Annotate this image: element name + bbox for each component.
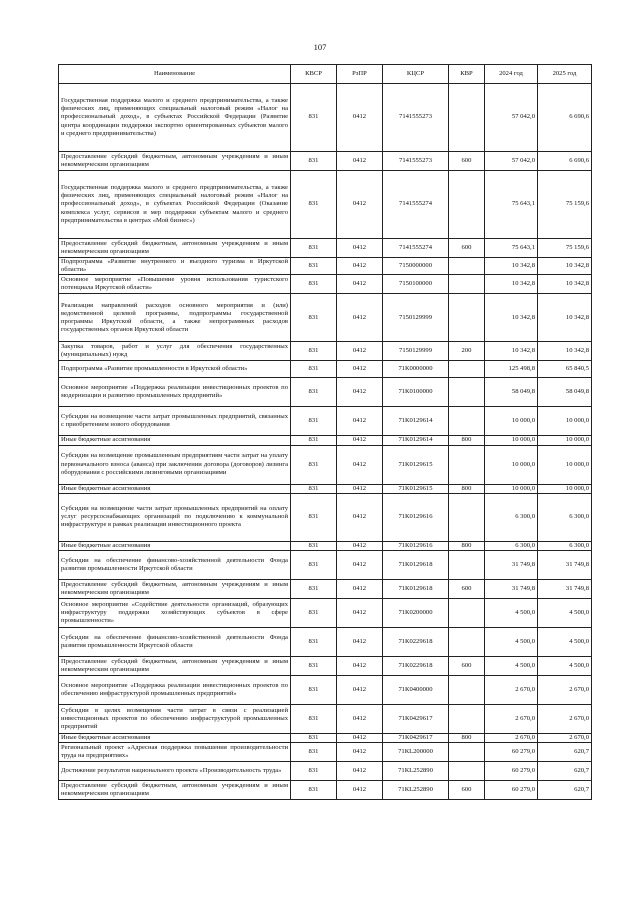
cell-y2024: 10 000,0 — [485, 484, 538, 493]
table-row — [59, 743, 592, 762]
cell-name: Субсидии на обеспечение финансово-хозяйственной деятельности Фонда развития промышленности Иркутской области — [59, 551, 291, 580]
cell-y2024: 4 500,0 — [485, 657, 538, 676]
cell-name: Предоставление субсидий бюджетным, автономным учреждениям и иным некоммерческим организациям — [59, 781, 291, 800]
cell-y2024: 2 670,0 — [485, 734, 538, 743]
cell-kvr — [449, 743, 485, 762]
cell-kcsr: 71К0129615 — [383, 484, 449, 493]
cell-y2024: 2 670,0 — [485, 676, 538, 705]
cell-y2025: 58 049,8 — [538, 378, 592, 407]
cell-rzpr: 0412 — [337, 734, 383, 743]
cell-kvr — [449, 275, 485, 294]
cell-y2024: 4 500,0 — [485, 628, 538, 657]
cell-kcsr: 71К0229618 — [383, 657, 449, 676]
cell-kcsr: 7150129999 — [383, 342, 449, 361]
cell-y2024: 10 000,0 — [485, 436, 538, 445]
cell-name: Иные бюджетные ассигнования — [59, 436, 291, 445]
table-row — [59, 705, 592, 734]
cell-name: Предоставление субсидий бюджетным, автономным учреждениям и иным некоммерческим организациям — [59, 239, 291, 258]
cell-kvr — [449, 628, 485, 657]
cell-kcsr: 71КL200000 — [383, 743, 449, 762]
table-row — [59, 628, 592, 657]
cell-y2025: 10 000,0 — [538, 407, 592, 436]
cell-kvr — [449, 705, 485, 734]
cell-kcsr: 71КL252890 — [383, 762, 449, 781]
cell-rzpr: 0412 — [337, 361, 383, 378]
cell-y2025: 10 342,8 — [538, 294, 592, 342]
cell-kcsr: 71К0129616 — [383, 493, 449, 541]
cell-kvr — [449, 762, 485, 781]
header-2024: 2024 год — [485, 65, 538, 84]
cell-kvsr: 831 — [291, 484, 337, 493]
cell-name: Основное мероприятие «Поддержка реализации инвестиционных проектов по обеспечению инфраструктурой промышленных предприятий» — [59, 676, 291, 705]
cell-rzpr: 0412 — [337, 171, 383, 239]
table-row — [59, 436, 592, 445]
cell-y2025: 31 749,8 — [538, 551, 592, 580]
cell-name: Иные бюджетные ассигнования — [59, 734, 291, 743]
cell-kvr: 600 — [449, 580, 485, 599]
cell-y2024: 58 049,8 — [485, 378, 538, 407]
cell-name: Субсидии на возмещение промышленным предприятиям части затрат на уплату первоначального взноса (аванса) при заключении договора (договоров) лизинга оборудования с российскими лизинговыми организациями — [59, 445, 291, 484]
cell-kvr: 200 — [449, 342, 485, 361]
cell-kvsr: 831 — [291, 258, 337, 275]
cell-name: Государственная поддержка малого и среднего предпринимательства, а также физических лиц, применяющих специальный налоговый режим «Налог на профессиональный доход», в субъектах Российской Федерации (Развитие центра координации поддержки экспортно ориентированных субъектов малого и среднего предпринимательства) — [59, 84, 291, 152]
cell-rzpr: 0412 — [337, 599, 383, 628]
table-row — [59, 551, 592, 580]
cell-name: Закупка товаров, работ и услуг для обеспечения государственных (муниципальных) нужд — [59, 342, 291, 361]
cell-y2024: 75 643,1 — [485, 171, 538, 239]
cell-kvr — [449, 378, 485, 407]
table-row — [59, 657, 592, 676]
cell-kcsr: 71К0400000 — [383, 676, 449, 705]
cell-rzpr: 0412 — [337, 762, 383, 781]
cell-y2025: 4 500,0 — [538, 657, 592, 676]
cell-rzpr: 0412 — [337, 258, 383, 275]
table-row — [59, 734, 592, 743]
cell-kvsr: 831 — [291, 541, 337, 550]
table-row — [59, 484, 592, 493]
cell-y2025: 4 500,0 — [538, 628, 592, 657]
cell-y2024: 10 000,0 — [485, 445, 538, 484]
cell-kcsr: 71К0129618 — [383, 580, 449, 599]
cell-rzpr: 0412 — [337, 294, 383, 342]
cell-rzpr: 0412 — [337, 152, 383, 171]
cell-kvr — [449, 551, 485, 580]
cell-name: Предоставление субсидий бюджетным, автономным учреждениям и иным некоммерческим организациям — [59, 152, 291, 171]
table-row — [59, 580, 592, 599]
cell-y2024: 4 500,0 — [485, 599, 538, 628]
table-row — [59, 541, 592, 550]
cell-name: Основное мероприятие «Поддержка реализации инвестиционных проектов по модернизации и развитию промышленных предприятий» — [59, 378, 291, 407]
table-row — [59, 275, 592, 294]
cell-rzpr: 0412 — [337, 239, 383, 258]
cell-name: Основное мероприятие «Повышение уровня использования туристского потенциала Иркутской области» — [59, 275, 291, 294]
cell-y2024: 60 279,0 — [485, 781, 538, 800]
cell-kvsr: 831 — [291, 580, 337, 599]
cell-kcsr: 7141555273 — [383, 152, 449, 171]
cell-kcsr: 71К0100000 — [383, 378, 449, 407]
header-kcsr: КЦСР — [383, 65, 449, 84]
table-row — [59, 171, 592, 239]
cell-rzpr: 0412 — [337, 493, 383, 541]
cell-kcsr: 7150000000 — [383, 258, 449, 275]
cell-kcsr: 7141555274 — [383, 171, 449, 239]
cell-y2024: 57 042,0 — [485, 84, 538, 152]
cell-name: Субсидии на обеспечение финансово-хозяйственной деятельности Фонда развития промышленности Иркутской области — [59, 628, 291, 657]
cell-y2025: 75 159,6 — [538, 171, 592, 239]
cell-kvsr: 831 — [291, 239, 337, 258]
table-row — [59, 445, 592, 484]
cell-y2024: 31 749,8 — [485, 580, 538, 599]
cell-kvsr: 831 — [291, 657, 337, 676]
cell-y2024: 60 279,0 — [485, 762, 538, 781]
cell-kcsr: 7150129999 — [383, 294, 449, 342]
table-row — [59, 84, 592, 152]
cell-kvsr: 831 — [291, 294, 337, 342]
cell-rzpr: 0412 — [337, 743, 383, 762]
cell-y2024: 6 300,0 — [485, 541, 538, 550]
cell-kvsr: 831 — [291, 493, 337, 541]
cell-kvr — [449, 171, 485, 239]
table-row — [59, 378, 592, 407]
cell-kcsr: 71К0129614 — [383, 407, 449, 436]
cell-name: Предоставление субсидий бюджетным, автономным учреждениям и иным некоммерческим организациям — [59, 580, 291, 599]
table-row — [59, 781, 592, 800]
cell-kvsr: 831 — [291, 781, 337, 800]
cell-rzpr: 0412 — [337, 676, 383, 705]
cell-y2025: 10 000,0 — [538, 436, 592, 445]
table-row — [59, 294, 592, 342]
cell-name: Подпрограмма «Развитие внутреннего и въездного туризма в Иркутской области» — [59, 258, 291, 275]
cell-kvsr: 831 — [291, 436, 337, 445]
cell-kcsr: 71К0129614 — [383, 436, 449, 445]
cell-kcsr: 71К0429617 — [383, 734, 449, 743]
header-rzpr: РзПР — [337, 65, 383, 84]
cell-y2024: 6 300,0 — [485, 493, 538, 541]
cell-y2024: 10 342,8 — [485, 294, 538, 342]
cell-y2025: 6 690,6 — [538, 84, 592, 152]
cell-kvsr: 831 — [291, 551, 337, 580]
cell-name: Реализация направлений расходов основного мероприятия и (или) ведомственной целевой программы, подпрограммы государственной программы Иркутской области, а также непрограммных расходов государственных органов Иркутской области — [59, 294, 291, 342]
cell-rzpr: 0412 — [337, 84, 383, 152]
cell-kvr: 600 — [449, 657, 485, 676]
cell-rzpr: 0412 — [337, 445, 383, 484]
cell-y2025: 620,7 — [538, 743, 592, 762]
cell-y2025: 10 000,0 — [538, 445, 592, 484]
cell-y2024: 75 643,1 — [485, 239, 538, 258]
cell-y2025: 75 159,6 — [538, 239, 592, 258]
cell-rzpr: 0412 — [337, 275, 383, 294]
cell-name: Иные бюджетные ассигнования — [59, 484, 291, 493]
table-header-row — [59, 65, 592, 84]
cell-kvr: 600 — [449, 152, 485, 171]
cell-y2024: 57 042,0 — [485, 152, 538, 171]
cell-kcsr: 71КL252890 — [383, 781, 449, 800]
cell-y2024: 31 749,8 — [485, 551, 538, 580]
cell-name: Предоставление субсидий бюджетным, автономным учреждениям и иным некоммерческим организациям — [59, 657, 291, 676]
header-kvr: КВР — [449, 65, 485, 84]
cell-kvsr: 831 — [291, 599, 337, 628]
cell-y2025: 6 300,0 — [538, 493, 592, 541]
table-row — [59, 407, 592, 436]
cell-rzpr: 0412 — [337, 436, 383, 445]
cell-name: Подпрограмма «Развитие промышленности в Иркутской области» — [59, 361, 291, 378]
cell-y2024: 10 000,0 — [485, 407, 538, 436]
cell-kcsr: 7141555274 — [383, 239, 449, 258]
cell-kvr — [449, 445, 485, 484]
cell-y2024: 10 342,8 — [485, 275, 538, 294]
cell-kvsr: 831 — [291, 445, 337, 484]
cell-y2025: 10 342,8 — [538, 342, 592, 361]
cell-y2025: 10 000,0 — [538, 484, 592, 493]
table-row — [59, 152, 592, 171]
table-row — [59, 762, 592, 781]
cell-kvr: 600 — [449, 781, 485, 800]
cell-kcsr: 7150100000 — [383, 275, 449, 294]
cell-kvr: 800 — [449, 734, 485, 743]
cell-kvr — [449, 407, 485, 436]
cell-y2025: 65 840,5 — [538, 361, 592, 378]
cell-kvsr: 831 — [291, 378, 337, 407]
cell-rzpr: 0412 — [337, 484, 383, 493]
table-row — [59, 239, 592, 258]
cell-rzpr: 0412 — [337, 342, 383, 361]
cell-kvsr: 831 — [291, 361, 337, 378]
cell-kvr — [449, 676, 485, 705]
cell-y2024: 60 279,0 — [485, 743, 538, 762]
cell-name: Субсидии на возмещение части затрат промышленных предприятий, связанных с приобретением нового оборудования — [59, 407, 291, 436]
cell-kvsr: 831 — [291, 171, 337, 239]
cell-kvsr: 831 — [291, 743, 337, 762]
cell-kvr — [449, 84, 485, 152]
cell-kcsr: 71К0429617 — [383, 705, 449, 734]
cell-rzpr: 0412 — [337, 407, 383, 436]
cell-rzpr: 0412 — [337, 628, 383, 657]
cell-kvr: 800 — [449, 484, 485, 493]
table-row — [59, 361, 592, 378]
cell-kvsr: 831 — [291, 734, 337, 743]
cell-y2025: 620,7 — [538, 762, 592, 781]
cell-kvr — [449, 294, 485, 342]
cell-name: Региональный проект «Адресная поддержка повышения производительности труда на предприятиях» — [59, 743, 291, 762]
cell-kcsr: 71К0129616 — [383, 541, 449, 550]
cell-name: Иные бюджетные ассигнования — [59, 541, 291, 550]
cell-rzpr: 0412 — [337, 781, 383, 800]
cell-rzpr: 0412 — [337, 657, 383, 676]
cell-y2025: 620,7 — [538, 781, 592, 800]
cell-kcsr: 71К0129618 — [383, 551, 449, 580]
cell-y2025: 10 342,8 — [538, 258, 592, 275]
cell-kvr — [449, 361, 485, 378]
cell-name: Основное мероприятие «Содействие деятельности организаций, образующих инфраструктуру поддержки хозяйствующих субъектов в сфере промышленности» — [59, 599, 291, 628]
cell-name: Субсидии в целях возмещения части затрат в связи с реализацией инвестиционных проектов по обеспечению инфраструктурой промышленных предприятий — [59, 705, 291, 734]
cell-kcsr: 71К0229618 — [383, 628, 449, 657]
cell-kvsr: 831 — [291, 676, 337, 705]
cell-y2024: 2 670,0 — [485, 705, 538, 734]
table-row — [59, 676, 592, 705]
cell-y2025: 6 690,6 — [538, 152, 592, 171]
cell-rzpr: 0412 — [337, 551, 383, 580]
cell-kvsr: 831 — [291, 275, 337, 294]
cell-kvsr: 831 — [291, 705, 337, 734]
cell-kvsr: 831 — [291, 628, 337, 657]
cell-name: Субсидии на возмещение части затрат промышленных предприятий на оплату услуг ресурсоснабжающих организаций по подключению к коммунальной инфраструктуре в рамках реализации инвестиционного проекта — [59, 493, 291, 541]
cell-y2025: 4 500,0 — [538, 599, 592, 628]
cell-kvr: 800 — [449, 436, 485, 445]
cell-rzpr: 0412 — [337, 580, 383, 599]
table-row — [59, 258, 592, 275]
cell-kcsr: 71К0000000 — [383, 361, 449, 378]
cell-y2025: 31 749,8 — [538, 580, 592, 599]
header-kvsr: КВСР — [291, 65, 337, 84]
cell-kvsr: 831 — [291, 407, 337, 436]
table-row — [59, 493, 592, 541]
cell-kvr: 600 — [449, 239, 485, 258]
cell-y2025: 6 300,0 — [538, 541, 592, 550]
cell-y2024: 10 342,8 — [485, 258, 538, 275]
cell-kvr — [449, 258, 485, 275]
table-row — [59, 342, 592, 361]
cell-rzpr: 0412 — [337, 541, 383, 550]
cell-y2024: 125 498,8 — [485, 361, 538, 378]
cell-kvsr: 831 — [291, 342, 337, 361]
cell-kvsr: 831 — [291, 152, 337, 171]
cell-kvsr: 831 — [291, 84, 337, 152]
cell-kcsr: 71К0129615 — [383, 445, 449, 484]
cell-name: Государственная поддержка малого и среднего предпринимательства, а также физических лиц, применяющих специальный налоговый режим «Налог на профессиональный доход», в субъектах Российской Федерации (Оказание комплекса услуг, сервисов и мер поддержки субъектам малого и среднего предпринимательства в центрах «Мой бизнес») — [59, 171, 291, 239]
cell-kvr: 800 — [449, 541, 485, 550]
cell-kvr — [449, 493, 485, 541]
cell-rzpr: 0412 — [337, 378, 383, 407]
cell-name: Достижение результатов национального проекта «Производительность труда» — [59, 762, 291, 781]
cell-kvsr: 831 — [291, 762, 337, 781]
cell-rzpr: 0412 — [337, 705, 383, 734]
cell-y2025: 2 670,0 — [538, 705, 592, 734]
header-name: Наименование — [59, 65, 291, 84]
cell-y2024: 10 342,8 — [485, 342, 538, 361]
cell-y2025: 10 342,8 — [538, 275, 592, 294]
table-row — [59, 599, 592, 628]
header-2025: 2025 год — [538, 65, 592, 84]
cell-y2025: 2 670,0 — [538, 676, 592, 705]
budget-table — [58, 64, 592, 800]
cell-kvr — [449, 599, 485, 628]
cell-kcsr: 7141555273 — [383, 84, 449, 152]
cell-kcsr: 71К0200000 — [383, 599, 449, 628]
page-number: 107 — [313, 42, 327, 52]
cell-y2025: 2 670,0 — [538, 734, 592, 743]
